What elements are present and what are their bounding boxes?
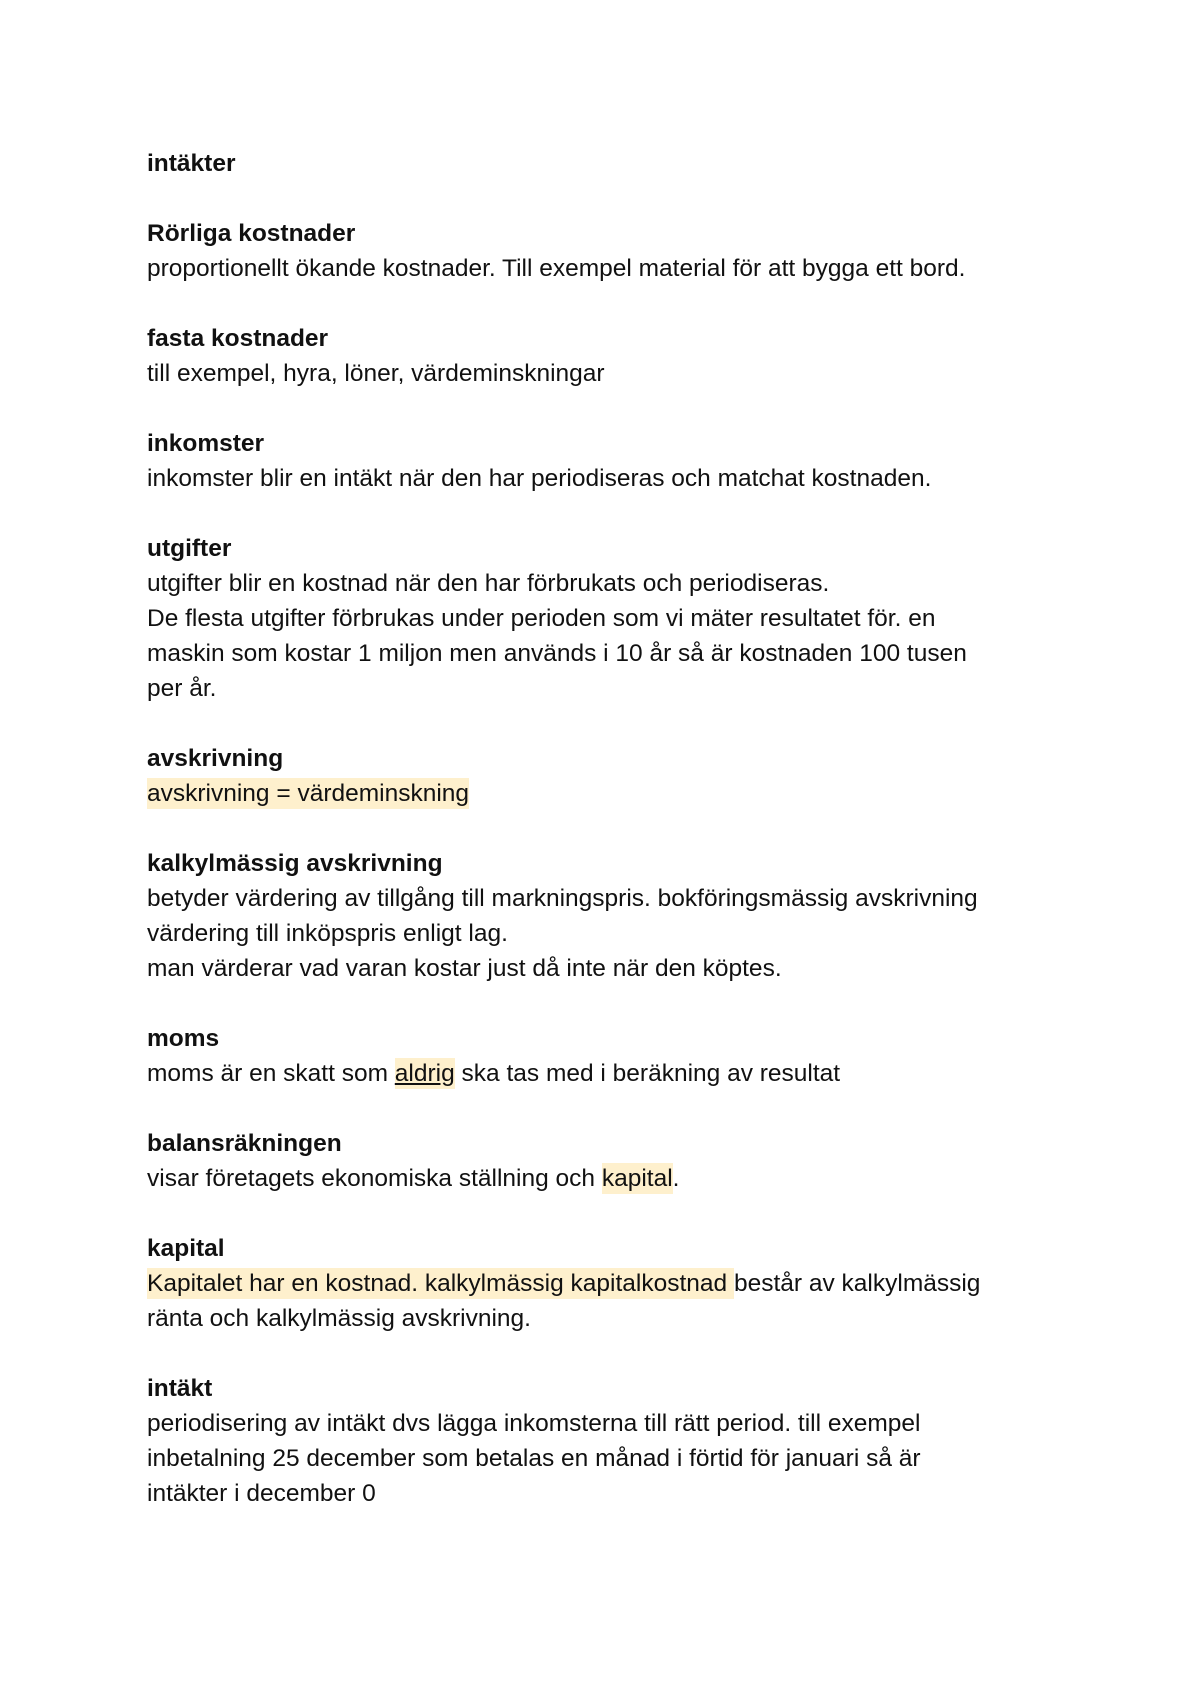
text-utgifter-line1: utgifter blir en kostnad när den har förbrukats och periodiseras. (147, 570, 830, 597)
heading-balansrakningen: balansräkningen (147, 1130, 342, 1157)
text-moms-after: ska tas med i beräkning av resultat (454, 1060, 841, 1087)
text-kapital-line2: ränta och kalkylmässig avskrivning. (147, 1305, 531, 1332)
text-utgifter-line3: maskin som kostar 1 miljon men används i 10 år så är kostnaden 100 tusen (147, 640, 967, 667)
text-kapital-line1 (147, 1266, 1067, 1301)
heading-utgifter: utgifter (147, 535, 232, 562)
text-balans-after: . (672, 1165, 680, 1192)
text-moms (147, 1056, 1067, 1091)
text-kalkylmassig-line1: betyder värdering av tillgång till markningspris. bokföringsmässig avskrivning (147, 885, 978, 912)
text-intakt-line1: periodisering av intäkt dvs lägga inkomsterna till rätt period. till exempel (147, 1410, 921, 1437)
heading-inkomster: inkomster (147, 430, 265, 457)
text-inkomster: inkomster blir en intäkt när den har periodiseras och matchat kostnaden. (147, 465, 932, 492)
heading-intakter: intäkter (147, 150, 236, 177)
text-balansrakningen (147, 1161, 1067, 1196)
text-utgifter-line2: De flesta utgifter förbrukas under perioden som vi mäter resultatet för. en (147, 605, 936, 632)
heading-moms: moms (147, 1025, 220, 1052)
text-rorliga-kostnader: proportionellt ökande kostnader. Till exempel material för att bygga ett bord. (147, 255, 966, 282)
text-kalkylmassig-line3: man värderar vad varan kostar just då inte när den köptes. (147, 955, 782, 982)
text-kalkylmassig-line2: värdering till inköpspris enligt lag. (147, 920, 508, 947)
heading-fasta-kostnader: fasta kostnader (147, 325, 329, 352)
text-utgifter-line4: per år. (147, 675, 217, 702)
heading-kalkylmassig-avskrivning: kalkylmässig avskrivning (147, 850, 443, 877)
heading-kapital: kapital (147, 1235, 225, 1262)
highlight-aldrig: aldrig (394, 1060, 455, 1087)
heading-rorliga-kostnader: Rörliga kostnader (147, 220, 356, 247)
text-fasta-kostnader: till exempel, hyra, löner, värdeminskningar (147, 360, 605, 387)
highlight-kapitalkostnad: Kapitalet har en kostnad. kalkylmässig kapitalkostnad (147, 1270, 734, 1297)
highlight-avskrivning: avskrivning = värdeminskning (147, 780, 470, 807)
text-balans-before: visar företagets ekonomiska ställning och (147, 1165, 602, 1192)
highlight-kapital: kapital (601, 1165, 673, 1192)
document-body (147, 146, 1067, 1511)
text-intakt-line2: inbetalning 25 december som betalas en månad i förtid för januari så är (147, 1445, 921, 1472)
text-kapital-after: består av kalkylmässig (733, 1270, 981, 1297)
text-avskrivning (147, 776, 1067, 811)
text-intakt-line3: intäkter i december 0 (147, 1480, 376, 1507)
text-moms-before: moms är en skatt som (147, 1060, 395, 1087)
heading-avskrivning: avskrivning (147, 745, 284, 772)
heading-intakt: intäkt (147, 1375, 213, 1402)
